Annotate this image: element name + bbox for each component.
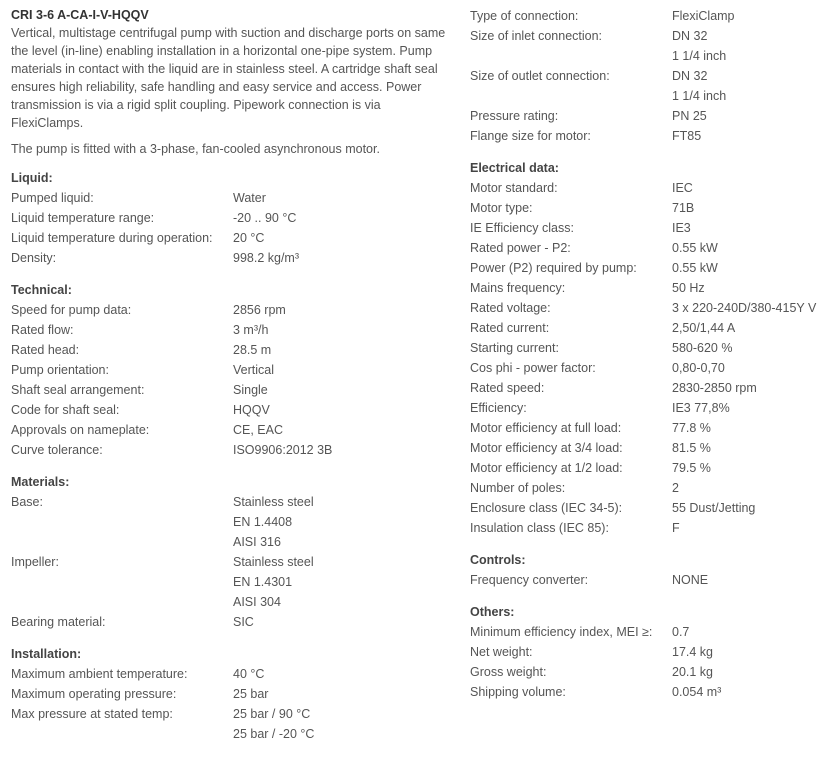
spec-row [11, 664, 451, 684]
spec-row [11, 360, 451, 380]
spec-label: Starting current: [470, 341, 559, 355]
product-title: CRI 3-6 A-CA-I-V-HQQV [11, 8, 149, 22]
spec-values [672, 662, 713, 682]
spec-value: 2 [672, 481, 679, 495]
spec-value: 0.55 kW [672, 261, 718, 275]
spec-value: 81.5 % [672, 441, 711, 455]
spec-row [470, 438, 828, 458]
spec-label: Motor efficiency at 1/2 load: [470, 461, 623, 475]
spec-value: EN 1.4408 [233, 515, 293, 529]
spec-values [233, 420, 283, 440]
spec-section-controls [470, 550, 828, 590]
section-title: Installation: [11, 647, 82, 661]
spec-values [672, 338, 732, 358]
spec-values [672, 278, 705, 298]
spec-values [233, 360, 274, 380]
spec-label: Type of connection: [470, 9, 579, 23]
spec-row [470, 126, 828, 146]
spec-values [672, 642, 713, 662]
spec-row [11, 380, 451, 400]
spec-values [233, 228, 264, 248]
spec-value: Stainless steel [233, 495, 314, 509]
spec-values [672, 258, 718, 278]
spec-values [672, 26, 726, 66]
spec-value: -20 .. 90 °C [233, 211, 297, 225]
spec-label: Liquid temperature range: [11, 211, 155, 225]
spec-row [11, 552, 451, 612]
spec-label: Motor efficiency at full load: [470, 421, 622, 435]
spec-value: AISI 316 [233, 535, 281, 549]
spec-row [470, 398, 828, 418]
spec-values [672, 398, 730, 418]
left-spec-sections [11, 168, 451, 744]
spec-row [470, 218, 828, 238]
spec-label: Density: [11, 251, 57, 265]
spec-values [233, 188, 266, 208]
section-title: Technical: [11, 283, 72, 297]
spec-value: 25 bar [233, 687, 269, 701]
spec-label: Net weight: [470, 645, 533, 659]
spec-label: Max pressure at stated temp: [11, 707, 173, 721]
spec-label: Motor type: [470, 201, 533, 215]
section-title: Materials: [11, 475, 70, 489]
spec-row [11, 400, 451, 420]
spec-label: Flange size for motor: [470, 129, 591, 143]
spec-label: IE Efficiency class: [470, 221, 574, 235]
spec-label: Power (P2) required by pump: [470, 261, 637, 275]
spec-label: Maximum ambient temperature: [11, 667, 188, 681]
spec-value: F [672, 521, 680, 535]
spec-row [470, 6, 828, 26]
spec-value: 77.8 % [672, 421, 711, 435]
spec-label: Rated voltage: [470, 301, 551, 315]
spec-value: 71B [672, 201, 695, 215]
spec-row [11, 320, 451, 340]
spec-values [672, 66, 726, 106]
spec-value: HQQV [233, 403, 270, 417]
spec-label: Efficiency: [470, 401, 527, 415]
spec-section-technical [11, 280, 451, 460]
spec-value: 79.5 % [672, 461, 711, 475]
spec-value: 50 Hz [672, 281, 705, 295]
spec-value: 580-620 % [672, 341, 733, 355]
spec-row [470, 66, 828, 106]
spec-values [672, 378, 757, 398]
spec-label: Number of poles: [470, 481, 566, 495]
spec-label: Rated power - P2: [470, 241, 571, 255]
right-spec-sections [470, 6, 828, 702]
spec-row [470, 358, 828, 378]
spec-value: SIC [233, 615, 254, 629]
spec-section-installation [11, 644, 451, 744]
spec-values [672, 438, 711, 458]
spec-label: Pressure rating: [470, 109, 559, 123]
spec-label: Curve tolerance: [11, 443, 103, 457]
spec-value: FT85 [672, 129, 702, 143]
spec-values [233, 248, 299, 268]
spec-row [470, 622, 828, 642]
spec-label: Pumped liquid: [11, 191, 94, 205]
spec-value: FlexiClamp [672, 9, 735, 23]
spec-values [233, 300, 286, 320]
spec-value: Single [233, 383, 268, 397]
spec-values [672, 418, 711, 438]
spec-value: 0,80-0,70 [672, 361, 725, 375]
spec-value: 40 °C [233, 667, 265, 681]
spec-section-electrical-data [470, 158, 828, 538]
spec-row [470, 338, 828, 358]
spec-value: AISI 304 [233, 595, 281, 609]
spec-label: Speed for pump data: [11, 303, 132, 317]
spec-value: 2,50/1,44 A [672, 321, 736, 335]
spec-row [11, 228, 451, 248]
spec-row [11, 492, 451, 552]
spec-label: Rated speed: [470, 381, 545, 395]
spec-row [11, 440, 451, 460]
spec-row [11, 684, 451, 704]
spec-label: Approvals on nameplate: [11, 423, 150, 437]
spec-label: Insulation class (IEC 85): [470, 521, 609, 535]
spec-values [672, 198, 694, 218]
spec-row [11, 300, 451, 320]
spec-values [672, 178, 693, 198]
spec-row [470, 478, 828, 498]
spec-values [672, 318, 735, 338]
spec-value: DN 32 [672, 69, 708, 83]
spec-row [11, 340, 451, 360]
spec-values [233, 664, 264, 684]
spec-value: 17.4 kg [672, 645, 714, 659]
section-title: Controls: [470, 553, 526, 567]
spec-label: Minimum efficiency index, MEI ≥: [470, 625, 653, 639]
spec-values [233, 552, 314, 612]
spec-row [11, 612, 451, 632]
spec-label: Bearing material: [11, 615, 106, 629]
spec-value: 25 bar / -20 °C [233, 727, 315, 741]
motor-note: The pump is fitted with a 3-phase, fan-cooled asynchronous motor. [11, 142, 380, 156]
spec-row [470, 418, 828, 438]
spec-label: Motor efficiency at 3/4 load: [470, 441, 623, 455]
spec-label: Motor standard: [470, 181, 558, 195]
spec-values [233, 340, 271, 360]
spec-label: Impeller: [11, 555, 59, 569]
spec-label: Enclosure class (IEC 34-5): [470, 501, 623, 515]
spec-values [233, 400, 270, 420]
spec-row [470, 642, 828, 662]
spec-value: IE3 77,8% [672, 401, 730, 415]
spec-row [470, 498, 828, 518]
spec-value: 1 1/4 inch [672, 49, 727, 63]
spec-value: 3 m³/h [233, 323, 269, 337]
spec-row [470, 298, 828, 318]
spec-values [233, 612, 254, 632]
spec-row [11, 420, 451, 440]
spec-values [672, 518, 680, 538]
spec-value: 0.55 kW [672, 241, 718, 255]
section-title: Liquid: [11, 171, 53, 185]
spec-value: 1 1/4 inch [672, 89, 727, 103]
spec-value: IEC [672, 181, 693, 195]
spec-row [470, 278, 828, 298]
spec-row [11, 208, 451, 228]
spec-section-liquid [11, 168, 451, 268]
spec-value: PN 25 [672, 109, 707, 123]
spec-label: Mains frequency: [470, 281, 566, 295]
spec-values [672, 126, 701, 146]
spec-row [470, 238, 828, 258]
spec-label: Base: [11, 495, 43, 509]
spec-values [672, 498, 755, 518]
spec-values [672, 238, 718, 258]
spec-values [233, 684, 268, 704]
spec-label: Gross weight: [470, 665, 547, 679]
spec-row [470, 318, 828, 338]
spec-values [672, 358, 725, 378]
spec-label: Liquid temperature during operation: [11, 231, 213, 245]
spec-section-connections [470, 6, 828, 146]
spec-value: IE3 [672, 221, 691, 235]
spec-row [470, 458, 828, 478]
spec-label: Size of inlet connection: [470, 29, 603, 43]
spec-values [233, 440, 332, 460]
spec-value: 2856 rpm [233, 303, 286, 317]
spec-row [470, 106, 828, 126]
spec-row [470, 682, 828, 702]
spec-label: Rated flow: [11, 323, 74, 337]
spec-row [470, 198, 828, 218]
spec-row [470, 570, 828, 590]
spec-row [470, 178, 828, 198]
spec-values [672, 106, 707, 126]
spec-value: EN 1.4301 [233, 575, 293, 589]
spec-value: ISO9906:2012 3B [233, 443, 333, 457]
spec-values [672, 298, 816, 318]
section-title: Others: [470, 605, 515, 619]
spec-values [233, 492, 314, 552]
spec-value: 998.2 kg/m³ [233, 251, 300, 265]
spec-values [233, 208, 296, 228]
spec-section-materials [11, 472, 451, 632]
spec-value: CE, EAC [233, 423, 284, 437]
right-column [470, 6, 828, 702]
spec-values [672, 570, 708, 590]
left-column [11, 6, 451, 744]
spec-value: 25 bar / 90 °C [233, 707, 311, 721]
spec-value: 0.7 [672, 625, 690, 639]
spec-value: Stainless steel [233, 555, 314, 569]
spec-row [470, 26, 828, 66]
spec-values [233, 704, 314, 744]
spec-label: Shipping volume: [470, 685, 566, 699]
spec-row [470, 258, 828, 278]
spec-label: Pump orientation: [11, 363, 109, 377]
spec-label: Cos phi - power factor: [470, 361, 596, 375]
spec-value: 28.5 m [233, 343, 272, 357]
spec-values [672, 478, 679, 498]
spec-label: Maximum operating pressure: [11, 687, 177, 701]
spec-value: NONE [672, 573, 709, 587]
spec-values [672, 458, 711, 478]
spec-value: 0.054 m³ [672, 685, 722, 699]
spec-row [470, 662, 828, 682]
spec-row [470, 378, 828, 398]
spec-value: 2830-2850 rpm [672, 381, 757, 395]
spec-label: Shaft seal arrangement: [11, 383, 145, 397]
product-description: Vertical, multistage centrifugal pump with suction and discharge ports on same the level (in-line) enabling installation in a horizontal one-pipe system. Pump materials in contact with the liquid are in stainless steel. A cartridge shaft seal ensures high reliability, safe handling and easy service and access. Power transmission is via a rigid split coupling. Pipework connection is via FlexiClamps. [11, 26, 446, 130]
section-title: Electrical data: [470, 161, 559, 175]
spec-label: Frequency converter: [470, 573, 589, 587]
spec-row [11, 704, 451, 744]
spec-label: Size of outlet connection: [470, 69, 610, 83]
spec-value: 55 Dust/Jetting [672, 501, 756, 515]
spec-label: Code for shaft seal: [11, 403, 120, 417]
spec-value: 20 °C [233, 231, 265, 245]
spec-label: Rated head: [11, 343, 80, 357]
spec-values [672, 6, 735, 26]
spec-value: Vertical [233, 363, 274, 377]
spec-row [11, 248, 451, 268]
spec-values [233, 380, 268, 400]
spec-label: Rated current: [470, 321, 550, 335]
spec-value: DN 32 [672, 29, 708, 43]
spec-value: 3 x 220-240D/380-415Y V [672, 301, 817, 315]
spec-values [672, 622, 689, 642]
spec-values [672, 218, 691, 238]
spec-row [470, 518, 828, 538]
spec-values [672, 682, 721, 702]
spec-values [233, 320, 268, 340]
spec-value: 20.1 kg [672, 665, 714, 679]
spec-value: Water [233, 191, 266, 205]
spec-section-others [470, 602, 828, 702]
spec-row [11, 188, 451, 208]
